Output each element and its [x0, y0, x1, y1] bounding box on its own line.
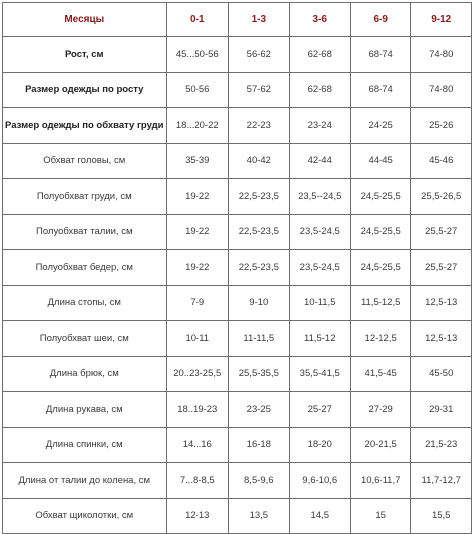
table-cell: 10,6-11,7	[350, 463, 411, 499]
table-cell: 12,5-13	[411, 285, 472, 321]
table-cell: 25,5-27	[411, 250, 472, 286]
table-cell: 23,5--24,5	[289, 179, 350, 215]
row-label: Длина спинки, см	[3, 427, 167, 463]
table-row	[3, 179, 472, 215]
row-label: Размер одежды по обхвату груди	[3, 108, 167, 144]
table-cell: 24,5-25,5	[350, 179, 411, 215]
table-cell: 8,5-9,6	[229, 463, 290, 499]
table-cell: 15,5	[411, 498, 472, 534]
row-label: Длина рукава, см	[3, 392, 167, 428]
table-cell: 22,5-23,5	[229, 250, 290, 286]
table-cell: 50-56	[166, 72, 229, 108]
table-row	[3, 37, 472, 73]
table-cell: 40-42	[229, 143, 290, 179]
table-cell: 11,7-12,7	[411, 463, 472, 499]
table-header	[3, 3, 472, 37]
table-cell: 23,5-24,5	[289, 214, 350, 250]
table-cell: 62-68	[289, 37, 350, 73]
row-label: Размер одежды по росту	[3, 72, 167, 108]
header-age-1-3: 1-3	[229, 3, 290, 37]
table-cell: 22,5-23,5	[229, 214, 290, 250]
table-cell: 10-11,5	[289, 285, 350, 321]
table-row	[3, 285, 472, 321]
table-cell: 24,5-25,5	[350, 250, 411, 286]
row-label: Обхват щиколотки, см	[3, 498, 167, 534]
table-row	[3, 356, 472, 392]
table-cell: 35,5-41,5	[289, 356, 350, 392]
table-row	[3, 463, 472, 499]
table-cell: 25,5-26,5	[411, 179, 472, 215]
table-cell: 35-39	[166, 143, 229, 179]
table-cell: 13,5	[229, 498, 290, 534]
table-row	[3, 392, 472, 428]
table-cell: 12,5-13	[411, 321, 472, 357]
table-cell: 19-22	[166, 250, 229, 286]
table-cell: 23-25	[229, 392, 290, 428]
table-row	[3, 250, 472, 286]
table-row	[3, 498, 472, 534]
table-cell: 7-9	[166, 285, 229, 321]
table-cell: 62-68	[289, 72, 350, 108]
table-cell: 24-25	[350, 108, 411, 144]
table-cell: 25-27	[289, 392, 350, 428]
table-cell: 18..19-23	[166, 392, 229, 428]
row-label: Длина брюк, см	[3, 356, 167, 392]
table-cell: 68-74	[350, 72, 411, 108]
row-label: Полуобхват шеи, см	[3, 321, 167, 357]
table-cell: 56-62	[229, 37, 290, 73]
table-cell: 16-18	[229, 427, 290, 463]
table-cell: 11,5-12	[289, 321, 350, 357]
table-cell: 15	[350, 498, 411, 534]
table-cell: 18...20-22	[166, 108, 229, 144]
table-cell: 10-11	[166, 321, 229, 357]
table-row	[3, 143, 472, 179]
table-cell: 14,5	[289, 498, 350, 534]
table-cell: 9,6-10,6	[289, 463, 350, 499]
table-cell: 19-22	[166, 214, 229, 250]
table-cell: 21,5-23	[411, 427, 472, 463]
header-age-6-9: 6-9	[350, 3, 411, 37]
row-label: Обхват головы, см	[3, 143, 167, 179]
row-label: Полуобхват бедер, см	[3, 250, 167, 286]
table-cell: 9-10	[229, 285, 290, 321]
table-cell: 19-22	[166, 179, 229, 215]
table-cell: 22-23	[229, 108, 290, 144]
table-row	[3, 214, 472, 250]
table-cell: 57-62	[229, 72, 290, 108]
row-label: Длина от талии до колена, см	[3, 463, 167, 499]
header-row	[3, 3, 472, 37]
table-cell: 12-13	[166, 498, 229, 534]
table-cell: 7...8-8,5	[166, 463, 229, 499]
table-cell: 45-46	[411, 143, 472, 179]
table-cell: 22,5-23,5	[229, 179, 290, 215]
table-cell: 11,5-12,5	[350, 285, 411, 321]
row-label: Полуобхват груди, см	[3, 179, 167, 215]
table-cell: 25,5-27	[411, 214, 472, 250]
table-cell: 29-31	[411, 392, 472, 428]
table-cell: 45-50	[411, 356, 472, 392]
table-cell: 25-26	[411, 108, 472, 144]
table-row	[3, 321, 472, 357]
table-cell: 20-21,5	[350, 427, 411, 463]
table-cell: 44-45	[350, 143, 411, 179]
header-age-9-12: 9-12	[411, 3, 472, 37]
header-age-0-1: 0-1	[166, 3, 229, 37]
table-cell: 23-24	[289, 108, 350, 144]
table-cell: 25,5-35,5	[229, 356, 290, 392]
table-cell: 74-80	[411, 37, 472, 73]
table-cell: 12-12,5	[350, 321, 411, 357]
table-cell: 14...16	[166, 427, 229, 463]
table-body	[3, 37, 472, 534]
table-cell: 23,5-24,5	[289, 250, 350, 286]
table-cell: 27-29	[350, 392, 411, 428]
row-label: Длина стопы, см	[3, 285, 167, 321]
header-age-3-6: 3-6	[289, 3, 350, 37]
table-cell: 42-44	[289, 143, 350, 179]
table-row	[3, 72, 472, 108]
table-cell: 41,5-45	[350, 356, 411, 392]
table-row	[3, 108, 472, 144]
table-row	[3, 427, 472, 463]
table-cell: 18-20	[289, 427, 350, 463]
header-months: Месяцы	[3, 3, 167, 37]
size-chart-table	[2, 2, 472, 534]
table-cell: 20..23-25,5	[166, 356, 229, 392]
table-cell: 45...50-56	[166, 37, 229, 73]
row-label: Полуобхват талии, см	[3, 214, 167, 250]
row-label: Рост, см	[3, 37, 167, 73]
table-cell: 68-74	[350, 37, 411, 73]
table-cell: 74-80	[411, 72, 472, 108]
table-cell: 11-11,5	[229, 321, 290, 357]
table-cell: 24,5-25,5	[350, 214, 411, 250]
